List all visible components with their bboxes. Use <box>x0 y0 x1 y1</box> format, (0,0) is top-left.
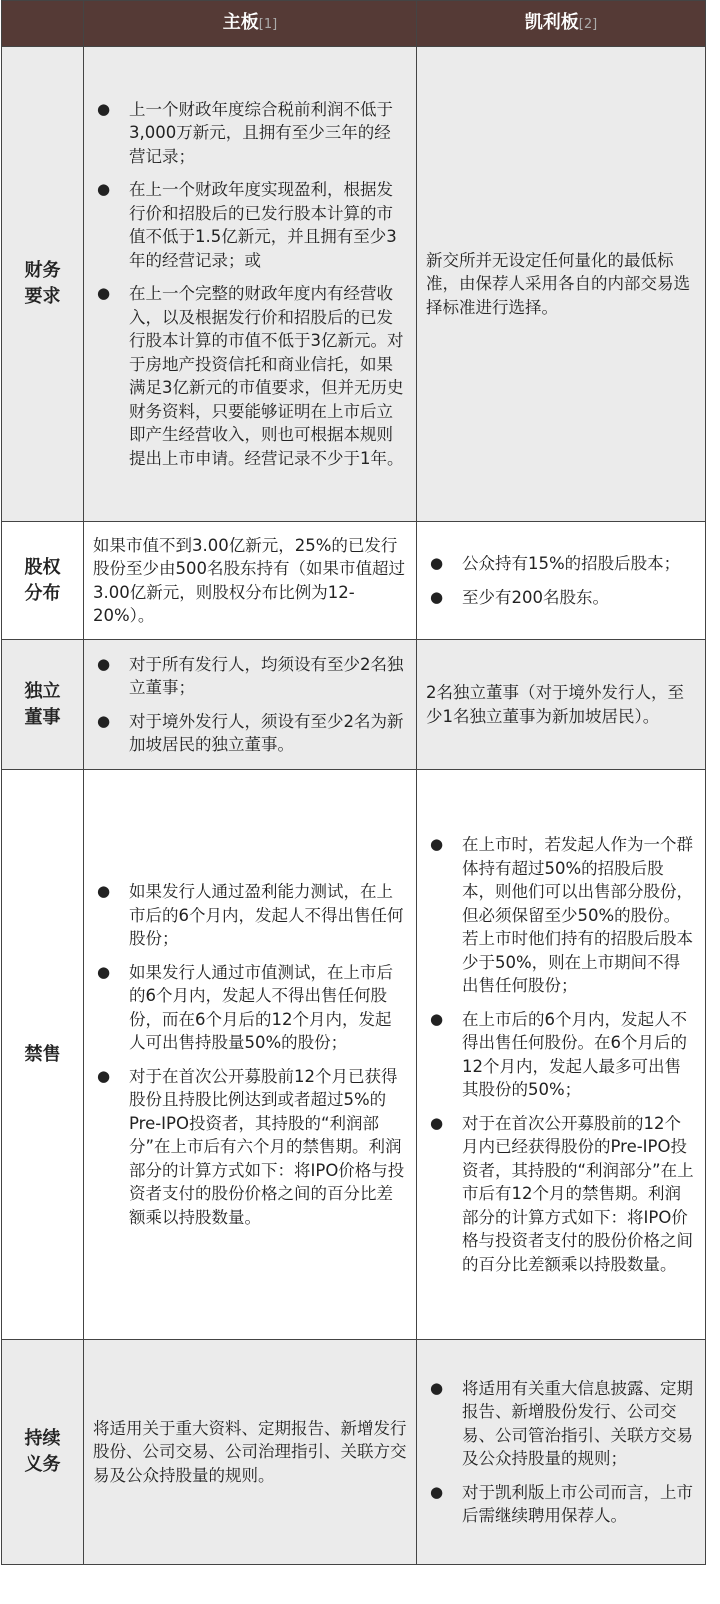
table-row <box>2 1340 706 1565</box>
list-item: ● 对于在首次公开募股前12个月已获得股份且持股比例达到或者超过5%的Pre-IPO投资者，其持股的“利润部分”在上市后有六个月的禁售期。利润部分的计算方式如下：将IPO价格与投资者支付的股份价格之间的百分比差额乘以持股数量。 <box>93 1065 407 1230</box>
list-item: ● 在上市后的6个月内，发起人不得出售任何股份。在6个月后的12个月内，发起人最多可出售其股份的50%； <box>426 1008 696 1102</box>
list-item: ● 对于所有发行人，均须设有至少2名独立董事； <box>93 653 407 700</box>
footnote-ref-1[interactable]: [1] <box>258 16 278 32</box>
catalist-cell: 新交所并无设定任何量化的最低标准，由保荐人采用各自的内部交易选择标准进行选择。 <box>417 47 706 522</box>
catalist-cell <box>417 770 706 1340</box>
catalist-cell <box>417 522 706 640</box>
list-item: ● 在上一个完整的财政年度内有经营收入，以及根据发行价和招股后的已发行股本计算的市值不低于3亿新元。对于房地产投资信托和商业信托，如果满足3亿新元的市值要求，但并无历史财务资料，只要能够证明在上市后立即产生经营收入，则也可根据本规则提出上市申请。经营记录不少于1年。 <box>93 282 407 470</box>
corner-cell <box>2 1 84 47</box>
main-cell <box>84 770 417 1340</box>
row-label: 禁售 <box>2 770 84 1340</box>
header-catalist-label: 凯利板 <box>524 11 579 33</box>
main-cell <box>84 47 417 522</box>
table-row <box>2 522 706 640</box>
header-row <box>2 1 706 47</box>
header-main-board <box>84 1 417 47</box>
header-main-label: 主板 <box>222 11 259 33</box>
list-item: ● 公众持有15%的招股后股本； <box>426 552 696 576</box>
table-row <box>2 640 706 770</box>
list-item: ● 上一个财政年度综合税前利润不低于3,000万新元，且拥有至少三年的经营记录； <box>93 98 407 169</box>
header-catalist <box>417 1 706 47</box>
list-item: ● 如果发行人通过市值测试，在上市后的6个月内，发起人不得出售任何股份，而在6个月后的12个月内，发起人可出售持股量50%的股份； <box>93 961 407 1055</box>
list-item: ● 在上一个财政年度实现盈利，根据发行价和招股后的已发行股本计算的市值不低于1.5亿新元，并且拥有至少3年的经营记录；或 <box>93 178 407 272</box>
main-cell <box>84 640 417 770</box>
table-row <box>2 47 706 522</box>
list-item: ● 将适用有关重大信息披露、定期报告、新增股份发行、公司交易、公司管治指引、关联方交易及公众持股量的规则； <box>426 1377 696 1471</box>
main-cell: 如果市值不到3.00亿新元，25%的已发行股份至少由500名股东持有（如果市值超过3.00亿新元，则股权分布比例为12-20%）。 <box>84 522 417 640</box>
list-item: ● 在上市时，若发起人作为一个群体持有超过50%的招股后股本，则他们可以出售部分股份，但必须保留至少50%的股份。若上市时他们持有的招股后股本少于50%，则在上市期间不得出售任何股份； <box>426 833 696 998</box>
list-item: ● 至少有200名股东。 <box>426 586 696 610</box>
table-row <box>2 770 706 1340</box>
list-item: ● 如果发行人通过盈利能力测试，在上市后的6个月内，发起人不得出售任何股份； <box>93 880 407 951</box>
catalist-cell <box>417 1340 706 1565</box>
main-cell: 将适用关于重大资料、定期报告、新增发行股份、公司交易、公司治理指引、关联方交易及公众持股量的规则。 <box>84 1340 417 1565</box>
list-item: ● 对于境外发行人，须设有至少2名为新加坡居民的独立董事。 <box>93 710 407 757</box>
row-label: 股权分布 <box>2 522 84 640</box>
comparison-table <box>1 0 706 1565</box>
list-item: ● 对于在首次公开募股前的12个月内已经获得股份的Pre-IPO投资者，其持股的“利润部分”在上市后有12个月的禁售期。利润部分的计算方式如下：将IPO价格与投资者支付的股份价格之间的百分比差额乘以持股数量。 <box>426 1112 696 1277</box>
row-label: 独立董事 <box>2 640 84 770</box>
catalist-cell: 2名独立董事（对于境外发行人，至少1名独立董事为新加坡居民）。 <box>417 640 706 770</box>
footnote-ref-2[interactable]: [2] <box>578 16 598 32</box>
row-label: 持续义务 <box>2 1340 84 1565</box>
list-item: ● 对于凯利版上市公司而言，上市后需继续聘用保荐人。 <box>426 1481 696 1528</box>
row-label: 财务要求 <box>2 47 84 522</box>
